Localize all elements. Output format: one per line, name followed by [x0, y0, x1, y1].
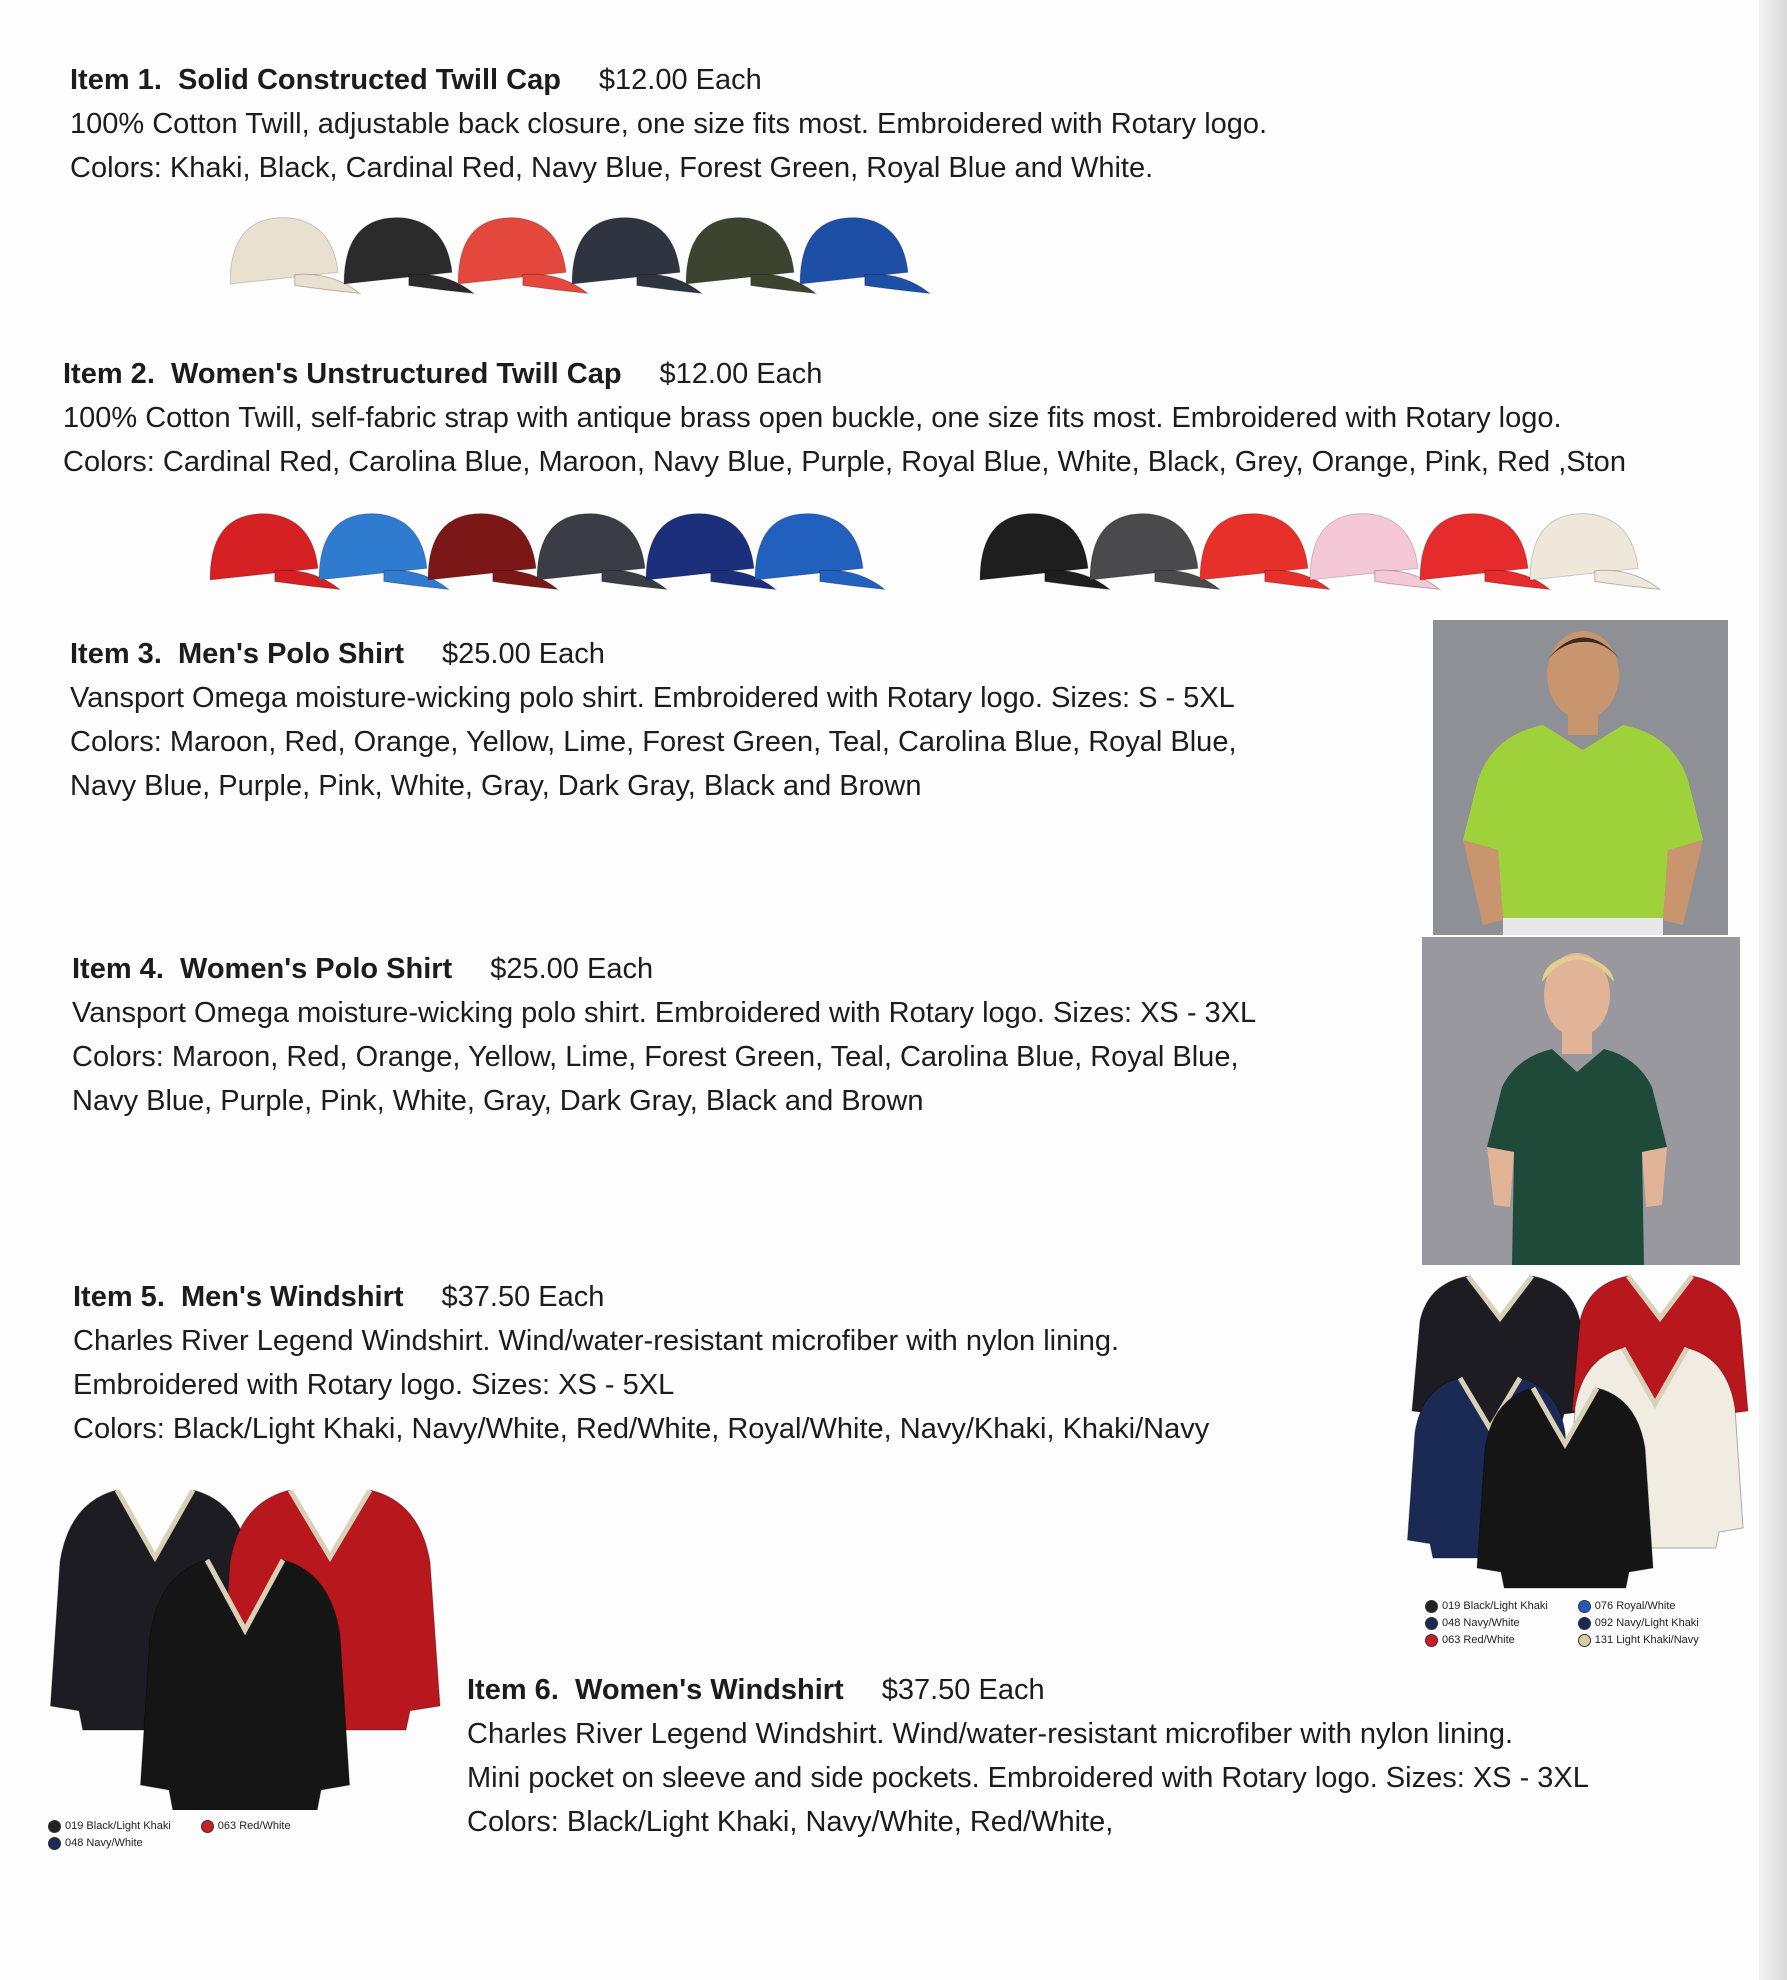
mens-windshirt-group-photo	[1395, 1268, 1755, 1598]
item-2	[63, 352, 1626, 484]
item-1-line-2: Colors: Khaki, Black, Cardinal Red, Navy Blue, Forest Green, Royal Blue and White.	[70, 152, 1154, 184]
color-dot-icon	[1425, 1634, 1438, 1647]
item-5-name: Men's Windshirt	[181, 1281, 404, 1313]
color-dot-icon	[48, 1820, 61, 1833]
mens-polo-photo	[1433, 620, 1728, 935]
item-6-name: Women's Windshirt	[575, 1674, 844, 1706]
item-1-heading: Item 1. Solid Constructed Twill Cap $12.00 Each	[70, 64, 762, 96]
item-5-line-1: Charles River Legend Windshirt. Wind/water-resistant microfiber with nylon lining.	[73, 1325, 1120, 1357]
legend-entry	[48, 1835, 171, 1852]
legend-entry	[1425, 1598, 1548, 1615]
item-5	[73, 1275, 1209, 1451]
item-3-line-3: Navy Blue, Purple, Pink, White, Gray, Dark Gray, Black and Brown	[70, 770, 922, 802]
color-dot-icon	[1578, 1600, 1591, 1613]
item-4-line-2: Colors: Maroon, Red, Orange, Yellow, Lime, Forest Green, Teal, Carolina Blue, Royal Blue,	[72, 1041, 1239, 1073]
legend-label: 019 Black/Light Khaki	[1442, 1600, 1548, 1612]
legend-label: 048 Navy/White	[1442, 1617, 1520, 1629]
windshirt-shape	[1477, 1388, 1653, 1588]
legend-entry	[201, 1818, 291, 1835]
cap-swatch	[755, 514, 885, 590]
womens-polo-photo	[1422, 937, 1740, 1265]
item-3-price: $25.00 Each	[442, 638, 605, 670]
cap-swatch	[344, 218, 474, 294]
item-2-line-1: 100% Cotton Twill, self-fabric strap with antique brass open buckle, one size fits most. Embroidered with Rotary logo.	[63, 402, 1562, 434]
legend-label: 063 Red/White	[217, 1820, 291, 1832]
legend-label: 019 Black/Light Khaki	[65, 1820, 171, 1832]
item-2-price: $12.00 Each	[659, 358, 823, 390]
legend-label: 131 Light Khaki/Navy	[1594, 1634, 1699, 1646]
cap-swatch	[458, 218, 588, 294]
item-6-line-2: Mini pocket on sleeve and side pockets. Embroidered with Rotary logo. Sizes: XS - 3XL	[467, 1762, 1589, 1794]
color-dot-icon	[1425, 1600, 1438, 1613]
item-3	[70, 632, 1237, 808]
item-3-line-2: Colors: Maroon, Red, Orange, Yellow, Lime, Forest Green, Teal, Carolina Blue, Royal Blue,	[70, 726, 1237, 758]
item-1-cap-swatches	[230, 210, 1060, 320]
legend-label: 092 Navy/Light Khaki	[1594, 1617, 1699, 1629]
item-4-price: $25.00 Each	[490, 953, 654, 985]
item-3-name: Men's Polo Shirt	[178, 638, 405, 670]
item-4-name: Women's Polo Shirt	[180, 953, 453, 985]
item-4-line-1: Vansport Omega moisture-wicking polo shirt. Embroidered with Rotary logo. Sizes: XS - 3XL	[72, 997, 1257, 1029]
legend-label: 048 Navy/White	[65, 1837, 143, 1849]
womens-windshirt-photo	[40, 1490, 450, 1810]
item-4-line-3: Navy Blue, Purple, Pink, White, Gray, Dark Gray, Black and Brown	[72, 1085, 924, 1117]
item-5-color-legend	[1425, 1598, 1729, 1649]
item-2-line-2: Colors: Cardinal Red, Carolina Blue, Maroon, Navy Blue, Purple, Royal Blue, White, Black, Grey, Orange, Pink, Red ,Ston	[63, 446, 1626, 478]
item-5-line-3: Colors: Black/Light Khaki, Navy/White, Red/White, Royal/White, Navy/Khaki, Khaki/Navy	[73, 1413, 1210, 1445]
legend-label: 063 Red/White	[1442, 1634, 1515, 1646]
legend-entry	[1578, 1598, 1699, 1615]
item-6-line-1: Charles River Legend Windshirt. Wind/water-resistant microfiber with nylon lining.	[467, 1718, 1514, 1750]
legend-label: 076 Royal/White	[1594, 1600, 1676, 1612]
color-dot-icon	[1578, 1634, 1591, 1647]
color-dot-icon	[48, 1837, 61, 1850]
item-1-line-1: 100% Cotton Twill, adjustable back closure, one size fits most. Embroidered with Rotary logo.	[70, 108, 1268, 140]
legend-entry	[1578, 1632, 1699, 1649]
legend-entry	[1578, 1615, 1699, 1632]
item-4-heading: Item 4. Women's Polo Shirt $25.00 Each	[72, 953, 654, 985]
item-1	[70, 58, 1267, 190]
item-6-price: $37.50 Each	[881, 1674, 1045, 1706]
legend-entry	[1425, 1615, 1548, 1632]
item-4	[72, 947, 1256, 1123]
legend-entry	[48, 1818, 171, 1835]
item-6	[467, 1668, 1589, 1844]
item-2-heading: Item 2. Women's Unstructured Twill Cap $12.00 Each	[63, 358, 823, 390]
page-edge-shadow	[1759, 0, 1787, 1980]
color-dot-icon	[201, 1820, 214, 1833]
item-3-heading: Item 3. Men's Polo Shirt $25.00 Each	[70, 638, 605, 670]
item-5-line-2: Embroidered with Rotary logo. Sizes: XS - 5XL	[73, 1369, 675, 1401]
cap-swatch	[1530, 514, 1660, 590]
item-1-name: Solid Constructed Twill Cap	[178, 64, 561, 96]
item-6-line-3: Colors: Black/Light Khaki, Navy/White, Red/White,	[467, 1806, 1114, 1838]
color-dot-icon	[1578, 1617, 1591, 1630]
cap-swatch	[686, 218, 816, 294]
item-5-heading: Item 5. Men's Windshirt $37.50 Each	[73, 1281, 605, 1313]
item-2-name: Women's Unstructured Twill Cap	[171, 358, 622, 390]
legend-entry	[1425, 1632, 1548, 1649]
item-3-line-1: Vansport Omega moisture-wicking polo shirt. Embroidered with Rotary logo. Sizes: S - 5XL	[70, 682, 1235, 714]
item-6-heading: Item 6. Women's Windshirt $37.50 Each	[467, 1674, 1045, 1706]
cap-swatch	[230, 218, 360, 294]
item-6-color-legend	[48, 1818, 321, 1852]
item-2-cap-swatches	[210, 505, 1690, 605]
item-5-price: $37.50 Each	[441, 1281, 605, 1313]
cap-swatch	[572, 218, 702, 294]
color-dot-icon	[1425, 1617, 1438, 1630]
item-1-price: $12.00 Each	[598, 64, 762, 96]
cap-swatch	[800, 218, 930, 294]
